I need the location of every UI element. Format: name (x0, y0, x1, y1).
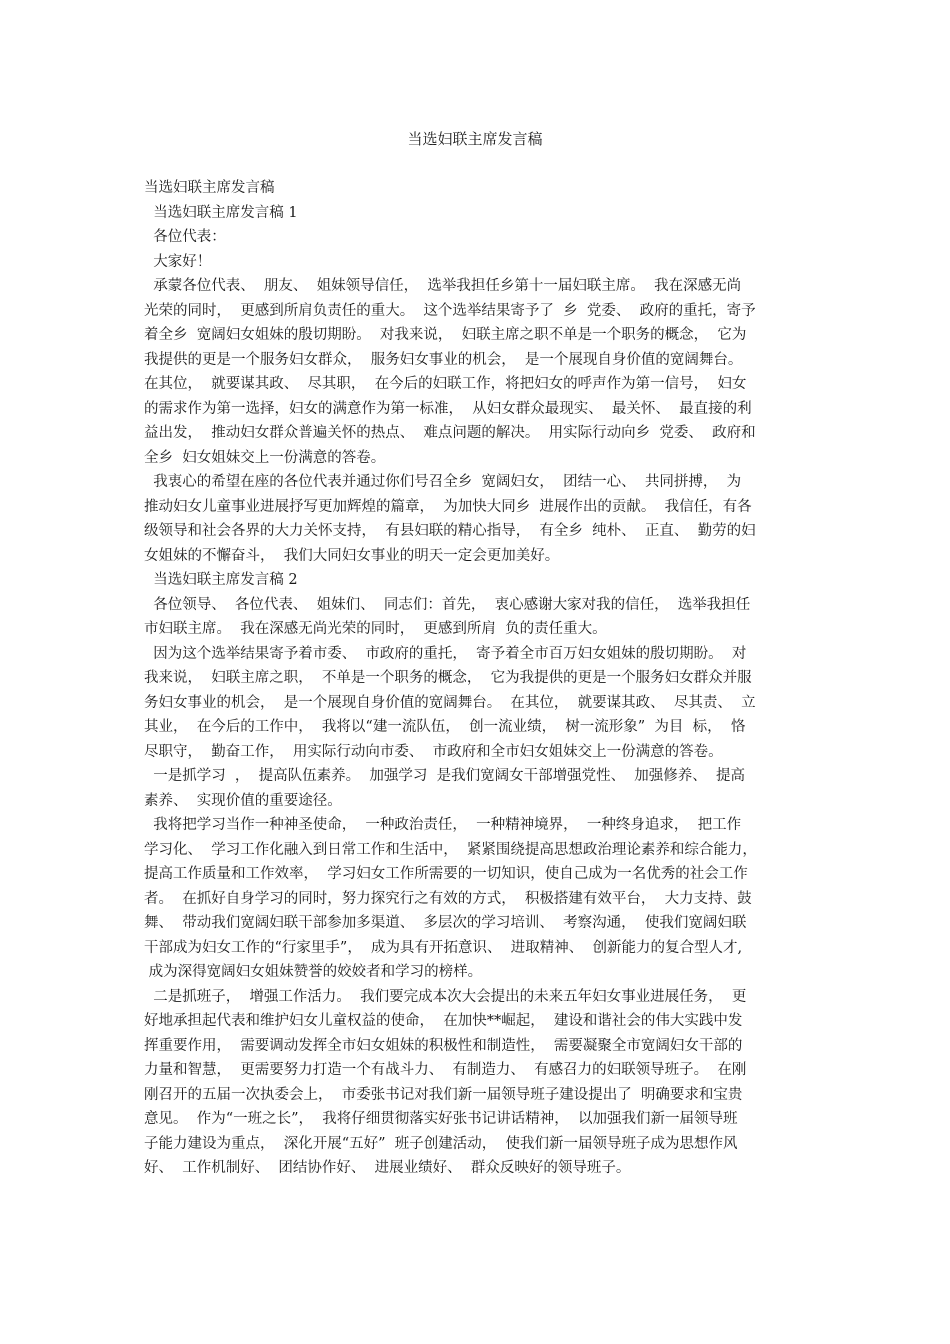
text-line: 着全乡 宽阔妇女姐妹的殷切期盼。 对我来说， 妇联主席之职不单是一个职务的概念， 它为 (144, 327, 747, 343)
text-line: 女姐妹的不懈奋斗， 我们大同妇女事业的明天一定会更加美好。 (144, 547, 560, 564)
text-line: 好地承担起代表和维护妇女儿童权益的使命， 在加快**崛起， 建设和谐社会的伟大实践中发 (144, 1013, 743, 1029)
text-line: 舞、 带动我们宽阔妇联干部参加多渠道、 多层次的学习培训、 考察沟通， 使我们宽阔妇联 (144, 915, 747, 931)
text-line: 推动妇女儿童事业进展抒写更加辉煌的篇章， 为加快大同乡 进展作出的贡献。 我信任，有各 (144, 498, 752, 515)
text-line: 挥重要作用， 需要调动发挥全市妇女姐妹的积极性和制造性， 需要凝聚全市宽阔妇女干部的 (144, 1037, 743, 1054)
text-line: 大家好！ (144, 253, 212, 270)
text-line: 成为深得宽阔妇女姐妹赞誉的姣姣者和学习的榜样。 (144, 964, 483, 980)
text-line: 全乡 妇女姐妹交上一份满意的答卷。 (144, 449, 386, 466)
text-line: 子能力建设为重点， 深化开展“五好” 班子创建活动， 使我们新一届领导班子成为思想作风 (144, 1135, 738, 1152)
text-line: 光荣的同时， 更感到所肩负责任的重大。 这个选举结果寄予了 乡 党委、 政府的重托，寄予 (144, 302, 756, 319)
text-line: 我来说， 妇联主席之职， 不单是一个职务的概念， 它为我提供的更是一个服务妇女群众并服 (144, 670, 752, 686)
text-line: 提高工作质量和工作效率， 学习妇女工作所需要的一切知识，使自己成为一名优秀的社会工作 (144, 866, 748, 882)
text-line: 当选妇联主席发言稿 2 (144, 572, 298, 588)
text-line: 在其位， 就要谋其政、 尽其职， 在今后的妇联工作，将把妇女的呼声作为第一信号， 妇女 (144, 376, 747, 392)
text-line: 的需求作为第一选择，妇女的满意作为第一标准， 从妇女群众最现实、 最关怀、 最直接的利 (144, 400, 752, 417)
document-title: 当选妇联主席发言稿 (407, 130, 543, 148)
document-body (144, 176, 812, 1181)
text-line: 干部成为妇女工作的“行家里手”， 成为具有开拓意识、 进取精神、 创新能力的复合型人才, (144, 939, 743, 956)
text-line: 级领导和社会各界的大力关怀支持， 有县妇联的精心指导， 有全乡 纯朴、 正直、 勤劳的妇 (144, 523, 756, 539)
text-line: 一是抓学习 ， 提高队伍素养。 加强学习 是我们宽阔女干部增强党性、 加强修养、 提高 (144, 768, 746, 784)
text-line: 素养、 实现价值的重要途径。 (144, 792, 342, 809)
text-line: 当选妇联主席发言稿 1 (144, 204, 298, 221)
text-line: 因为这个选举结果寄予着市委、 市政府的重托， 寄予着全市百万妇女姐妹的殷切期盼。 对 (144, 645, 747, 662)
text-line: 刚召开的五届一次执委会上， 市委张书记对我们新一届领导班子建设提出了 明确要求和宝贵 (144, 1086, 743, 1103)
text-line: 各位代表： (144, 229, 226, 245)
text-line: 者。 在抓好自身学习的同时，努力探究行之有效的方式， 积极搭建有效平台， 大力支持、鼓 (144, 890, 752, 907)
text-line: 市妇联主席。 我在深感无尚光荣的同时， 更感到所肩 负的责任重大。 (144, 621, 607, 637)
text-line: 承蒙各位代表、 朋友、 姐妹领导信任， 选举我担任乡第十一届妇联主席。 我在深感无尚 (144, 278, 742, 294)
text-line: 好、 工作机制好、 团结协作好、 进展业绩好、 群众反映好的领导班子。 (144, 1160, 631, 1176)
text-line: 力量和智慧， 更需要努力打造一个有战斗力、 有制造力、 有感召力的妇联领导班子。 在刚 (144, 1062, 747, 1078)
text-line: 各位领导、 各位代表、 姐妹们、 同志们：首先， 衷心感谢大家对我的信任， 选举我担任 (144, 596, 751, 613)
text-line: 我衷心的希望在座的各位代表并通过你们号召全乡 宽阔妇女， 团结一心、 共同拼搏， 为 (144, 474, 742, 490)
text-line: 务妇女事业的机会， 是一个展现自身价值的宽阔舞台。 在其位， 就要谋其政、 尽其责、 立 (144, 694, 756, 711)
text-line: 益出发， 推动妇女群众普遍关怀的热点、 难点问题的解决。 用实际行动向乡 党委、 政府和 (144, 425, 756, 441)
text-line: 当选妇联主席发言稿 (144, 180, 275, 196)
text-line: 意见。 作为“一班之长”， 我将仔细贯彻落实好张书记讲话精神， 以加强我们新一届领导班 (144, 1111, 738, 1127)
text-line: 尽职守， 勤奋工作， 用实际行动向市委、 市政府和全市妇女姐妹交上一份满意的答卷。 (144, 743, 723, 760)
text-line: 二是抓班子， 增强工作活力。 我们要完成本次大会提出的未来五年妇女事业进展任务， 更 (144, 988, 747, 1005)
text-line: 学习化、 学习工作化融入到日常工作和生活中， 紧紧围绕提高思想政治理论素养和综合能力， (144, 841, 757, 858)
text-line: 我将把学习当作一种神圣使命， 一种政治责任， 一种精神境界， 一种终身追求， 把工作 (144, 817, 742, 833)
text-line: 其业， 在今后的工作中， 我将以“建一流队伍， 创一流业绩， 树一流形象” 为目 标， 恪 (144, 719, 746, 735)
text-line: 我提供的更是一个服务妇女群众， 服务妇女事业的机会， 是一个展现自身价值的宽阔舞台。 (144, 351, 743, 368)
